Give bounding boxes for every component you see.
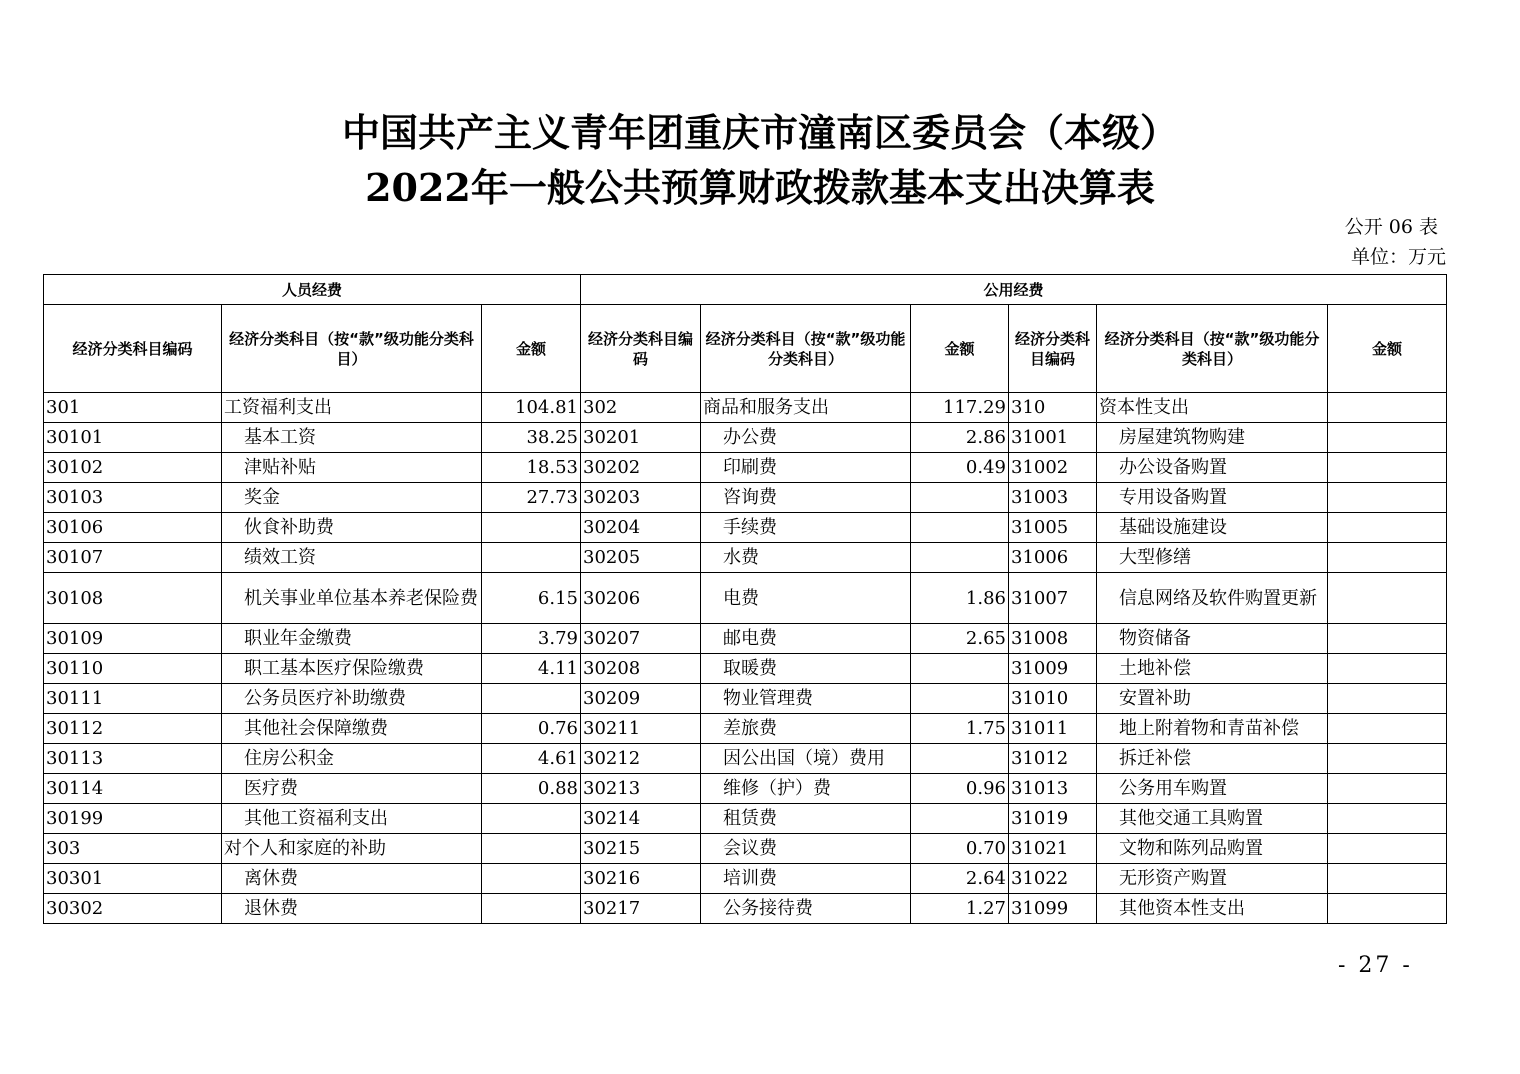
amount-cell bbox=[1328, 774, 1447, 804]
code-cell: 31002 bbox=[1009, 453, 1097, 483]
item-name-cell: 房屋建筑物购建 bbox=[1097, 423, 1328, 453]
table-row bbox=[44, 834, 1447, 864]
item-name-cell: 土地补偿 bbox=[1097, 654, 1328, 684]
amount-cell bbox=[1328, 483, 1447, 513]
code-cell: 30199 bbox=[44, 804, 222, 834]
col-header-amount-1: 金额 bbox=[482, 305, 581, 393]
code-cell: 31013 bbox=[1009, 774, 1097, 804]
item-name-cell: 机关事业单位基本养老保险费 bbox=[222, 573, 482, 624]
amount-cell: 1.75 bbox=[911, 714, 1009, 744]
document-title-line1: 中国共产主义青年团重庆市潼南区委员会（本级） bbox=[341, 110, 1178, 155]
amount-cell bbox=[911, 483, 1009, 513]
table-row bbox=[44, 513, 1447, 543]
item-name-cell: 其他交通工具购置 bbox=[1097, 804, 1328, 834]
item-name-cell: 培训费 bbox=[701, 864, 911, 894]
item-name-cell: 专用设备购置 bbox=[1097, 483, 1328, 513]
item-name-cell: 安置补助 bbox=[1097, 684, 1328, 714]
code-cell: 31022 bbox=[1009, 864, 1097, 894]
item-name-cell: 大型修缮 bbox=[1097, 543, 1328, 573]
table-body bbox=[44, 393, 1447, 924]
amount-cell bbox=[1328, 453, 1447, 483]
table-row bbox=[44, 483, 1447, 513]
item-name-cell: 电费 bbox=[701, 573, 911, 624]
table-row bbox=[44, 543, 1447, 573]
code-cell: 30103 bbox=[44, 483, 222, 513]
amount-cell bbox=[482, 894, 581, 924]
amount-cell: 6.15 bbox=[482, 573, 581, 624]
code-cell: 30217 bbox=[581, 894, 701, 924]
code-cell: 31011 bbox=[1009, 714, 1097, 744]
code-cell: 30203 bbox=[581, 483, 701, 513]
item-name-cell: 邮电费 bbox=[701, 624, 911, 654]
page-number: - 27 - bbox=[1338, 953, 1413, 978]
table-row bbox=[44, 393, 1447, 423]
code-cell: 303 bbox=[44, 834, 222, 864]
amount-cell: 38.25 bbox=[482, 423, 581, 453]
amount-cell bbox=[911, 744, 1009, 774]
code-cell: 30113 bbox=[44, 744, 222, 774]
amount-cell bbox=[1328, 804, 1447, 834]
col-header-code-2: 经济分类科目编码 bbox=[581, 305, 701, 393]
item-name-cell: 职业年金缴费 bbox=[222, 624, 482, 654]
table-row bbox=[44, 453, 1447, 483]
amount-cell: 0.76 bbox=[482, 714, 581, 744]
table-row bbox=[44, 774, 1447, 804]
table-row bbox=[44, 864, 1447, 894]
code-cell: 30205 bbox=[581, 543, 701, 573]
amount-cell: 0.70 bbox=[911, 834, 1009, 864]
item-name-cell: 基本工资 bbox=[222, 423, 482, 453]
item-name-cell: 商品和服务支出 bbox=[701, 393, 911, 423]
code-cell: 30207 bbox=[581, 624, 701, 654]
form-number: 公开 06 表 bbox=[1344, 216, 1438, 238]
table-row bbox=[44, 684, 1447, 714]
item-name-cell: 物业管理费 bbox=[701, 684, 911, 714]
amount-cell: 0.88 bbox=[482, 774, 581, 804]
amount-cell: 1.86 bbox=[911, 573, 1009, 624]
item-name-cell: 因公出国（境）费用 bbox=[701, 744, 911, 774]
item-name-cell: 工资福利支出 bbox=[222, 393, 482, 423]
amount-cell bbox=[1328, 543, 1447, 573]
item-name-cell: 地上附着物和青苗补偿 bbox=[1097, 714, 1328, 744]
code-cell: 31009 bbox=[1009, 654, 1097, 684]
item-name-cell: 手续费 bbox=[701, 513, 911, 543]
code-cell: 30213 bbox=[581, 774, 701, 804]
item-name-cell: 公务员医疗补助缴费 bbox=[222, 684, 482, 714]
col-header-code-1: 经济分类科目编码 bbox=[44, 305, 222, 393]
col-header-name-1: 经济分类科目（按“款”级功能分类科目） bbox=[222, 305, 482, 393]
code-cell: 30204 bbox=[581, 513, 701, 543]
amount-cell bbox=[911, 804, 1009, 834]
amount-cell bbox=[1328, 894, 1447, 924]
amount-cell bbox=[482, 864, 581, 894]
item-name-cell: 物资储备 bbox=[1097, 624, 1328, 654]
code-cell: 31007 bbox=[1009, 573, 1097, 624]
item-name-cell: 离休费 bbox=[222, 864, 482, 894]
amount-cell: 2.64 bbox=[911, 864, 1009, 894]
amount-cell bbox=[1328, 714, 1447, 744]
item-name-cell: 奖金 bbox=[222, 483, 482, 513]
amount-cell bbox=[482, 513, 581, 543]
code-cell: 30212 bbox=[581, 744, 701, 774]
amount-cell: 2.65 bbox=[911, 624, 1009, 654]
code-cell: 31005 bbox=[1009, 513, 1097, 543]
amount-cell: 4.61 bbox=[482, 744, 581, 774]
code-cell: 30112 bbox=[44, 714, 222, 744]
table-row bbox=[44, 714, 1447, 744]
amount-cell bbox=[1328, 573, 1447, 624]
amount-cell: 0.96 bbox=[911, 774, 1009, 804]
table-row bbox=[44, 804, 1447, 834]
amount-cell bbox=[911, 543, 1009, 573]
item-name-cell: 其他工资福利支出 bbox=[222, 804, 482, 834]
amount-cell bbox=[1328, 423, 1447, 453]
amount-cell bbox=[1328, 393, 1447, 423]
code-cell: 30206 bbox=[581, 573, 701, 624]
amount-cell: 18.53 bbox=[482, 453, 581, 483]
col-header-name-3: 经济分类科目（按“款”级功能分类科目） bbox=[1097, 305, 1328, 393]
item-name-cell: 取暖费 bbox=[701, 654, 911, 684]
amount-cell bbox=[1328, 624, 1447, 654]
code-cell: 30211 bbox=[581, 714, 701, 744]
item-name-cell: 水费 bbox=[701, 543, 911, 573]
code-cell: 30209 bbox=[581, 684, 701, 714]
table-row bbox=[44, 894, 1447, 924]
amount-cell: 1.27 bbox=[911, 894, 1009, 924]
code-cell: 31019 bbox=[1009, 804, 1097, 834]
code-cell: 31010 bbox=[1009, 684, 1097, 714]
amount-cell bbox=[482, 834, 581, 864]
item-name-cell: 办公设备购置 bbox=[1097, 453, 1328, 483]
amount-cell bbox=[482, 804, 581, 834]
code-cell: 301 bbox=[44, 393, 222, 423]
col-header-name-2: 经济分类科目（按“款”级功能分类科目） bbox=[701, 305, 911, 393]
item-name-cell: 基础设施建设 bbox=[1097, 513, 1328, 543]
code-cell: 31001 bbox=[1009, 423, 1097, 453]
code-cell: 30111 bbox=[44, 684, 222, 714]
code-cell: 30101 bbox=[44, 423, 222, 453]
table-row bbox=[44, 573, 1447, 624]
amount-cell bbox=[1328, 684, 1447, 714]
item-name-cell: 津贴补贴 bbox=[222, 453, 482, 483]
table-row bbox=[44, 654, 1447, 684]
code-cell: 30109 bbox=[44, 624, 222, 654]
item-name-cell: 其他资本性支出 bbox=[1097, 894, 1328, 924]
code-cell: 30108 bbox=[44, 573, 222, 624]
item-name-cell: 退休费 bbox=[222, 894, 482, 924]
amount-cell: 104.81 bbox=[482, 393, 581, 423]
amount-cell: 0.49 bbox=[911, 453, 1009, 483]
code-cell: 310 bbox=[1009, 393, 1097, 423]
item-name-cell: 职工基本医疗保险缴费 bbox=[222, 654, 482, 684]
amount-cell: 3.79 bbox=[482, 624, 581, 654]
group-header-public: 公用经费 bbox=[581, 275, 1447, 305]
code-cell: 31008 bbox=[1009, 624, 1097, 654]
code-cell: 30201 bbox=[581, 423, 701, 453]
item-name-cell: 公务接待费 bbox=[701, 894, 911, 924]
item-name-cell: 伙食补助费 bbox=[222, 513, 482, 543]
amount-cell bbox=[1328, 654, 1447, 684]
amount-cell bbox=[1328, 864, 1447, 894]
item-name-cell: 办公费 bbox=[701, 423, 911, 453]
unit-label: 单位：万元 bbox=[1350, 246, 1446, 268]
item-name-cell: 资本性支出 bbox=[1097, 393, 1328, 423]
code-cell: 30110 bbox=[44, 654, 222, 684]
item-name-cell: 对个人和家庭的补助 bbox=[222, 834, 482, 864]
amount-cell: 27.73 bbox=[482, 483, 581, 513]
code-cell: 30202 bbox=[581, 453, 701, 483]
col-header-amount-2: 金额 bbox=[911, 305, 1009, 393]
amount-cell bbox=[911, 654, 1009, 684]
item-name-cell: 印刷费 bbox=[701, 453, 911, 483]
item-name-cell: 维修（护）费 bbox=[701, 774, 911, 804]
table-row bbox=[44, 744, 1447, 774]
item-name-cell: 住房公积金 bbox=[222, 744, 482, 774]
amount-cell bbox=[1328, 744, 1447, 774]
item-name-cell: 医疗费 bbox=[222, 774, 482, 804]
item-name-cell: 绩效工资 bbox=[222, 543, 482, 573]
code-cell: 30216 bbox=[581, 864, 701, 894]
amount-cell bbox=[482, 684, 581, 714]
amount-cell bbox=[1328, 513, 1447, 543]
expenditure-table bbox=[43, 274, 1447, 924]
col-header-amount-3: 金额 bbox=[1328, 305, 1447, 393]
code-cell: 31021 bbox=[1009, 834, 1097, 864]
code-cell: 30114 bbox=[44, 774, 222, 804]
item-name-cell: 文物和陈列品购置 bbox=[1097, 834, 1328, 864]
code-cell: 30215 bbox=[581, 834, 701, 864]
col-header-code-3: 经济分类科目编码 bbox=[1009, 305, 1097, 393]
code-cell: 30208 bbox=[581, 654, 701, 684]
code-cell: 302 bbox=[581, 393, 701, 423]
code-cell: 30214 bbox=[581, 804, 701, 834]
item-name-cell: 其他社会保障缴费 bbox=[222, 714, 482, 744]
table-row bbox=[44, 423, 1447, 453]
code-cell: 31012 bbox=[1009, 744, 1097, 774]
amount-cell: 4.11 bbox=[482, 654, 581, 684]
document-title-line2: 2022年一般公共预算财政拨款基本支出决算表 bbox=[365, 165, 1155, 210]
code-cell: 30107 bbox=[44, 543, 222, 573]
amount-cell: 2.86 bbox=[911, 423, 1009, 453]
code-cell: 31003 bbox=[1009, 483, 1097, 513]
group-header-personnel: 人员经费 bbox=[44, 275, 581, 305]
code-cell: 31006 bbox=[1009, 543, 1097, 573]
item-name-cell: 咨询费 bbox=[701, 483, 911, 513]
code-cell: 30302 bbox=[44, 894, 222, 924]
amount-cell bbox=[911, 684, 1009, 714]
code-cell: 30106 bbox=[44, 513, 222, 543]
item-name-cell: 信息网络及软件购置更新 bbox=[1097, 573, 1328, 624]
item-name-cell: 差旅费 bbox=[701, 714, 911, 744]
code-cell: 30102 bbox=[44, 453, 222, 483]
item-name-cell: 公务用车购置 bbox=[1097, 774, 1328, 804]
table-row bbox=[44, 624, 1447, 654]
item-name-cell: 拆迁补偿 bbox=[1097, 744, 1328, 774]
item-name-cell: 会议费 bbox=[701, 834, 911, 864]
amount-cell bbox=[1328, 834, 1447, 864]
amount-cell bbox=[911, 513, 1009, 543]
code-cell: 31099 bbox=[1009, 894, 1097, 924]
amount-cell: 117.29 bbox=[911, 393, 1009, 423]
code-cell: 30301 bbox=[44, 864, 222, 894]
item-name-cell: 租赁费 bbox=[701, 804, 911, 834]
amount-cell bbox=[482, 543, 581, 573]
item-name-cell: 无形资产购置 bbox=[1097, 864, 1328, 894]
